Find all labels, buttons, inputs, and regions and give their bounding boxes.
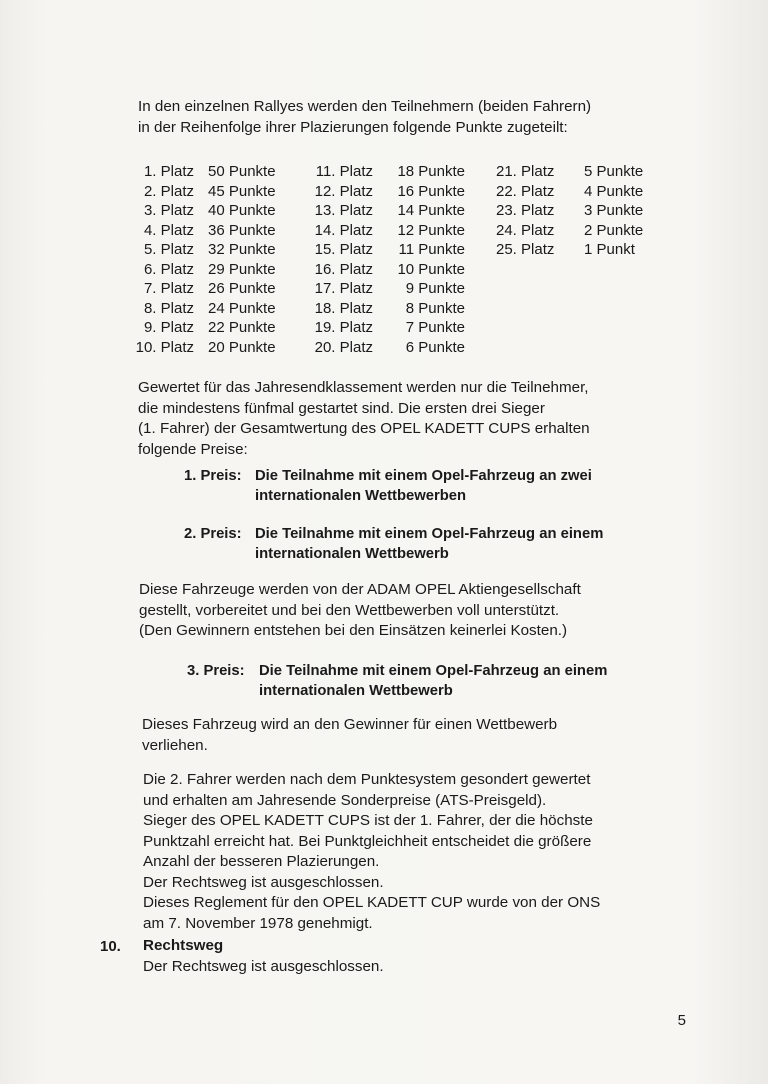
points-value: 3 Punkte xyxy=(584,202,644,219)
text-line: Dieses Fahrzeug wird an den Gewinner für einen Wettbewerb xyxy=(142,716,558,733)
place-label: 19. Platz xyxy=(314,319,373,336)
prize-2 xyxy=(184,524,654,564)
text-line: Die Teilnahme mit einem Opel-Fahrzeug an zwei xyxy=(255,468,592,484)
points-value: 45 Punkte xyxy=(208,182,276,200)
place-label: 3. Platz xyxy=(143,202,194,219)
text-line: internationalen Wettbewerb xyxy=(255,546,449,562)
place-label: 17. Platz xyxy=(314,280,373,297)
second-drivers-paragraph xyxy=(143,770,600,934)
text-line: In den einzelnen Rallyes werden den Teilnehmern (beiden Fahrern) xyxy=(138,98,592,115)
place-label: 13. Platz xyxy=(314,202,373,219)
text-line: Der Rechtsweg ist ausgeschlossen. xyxy=(143,873,384,891)
text-line: Anzahl der besseren Plazierungen. xyxy=(143,853,380,870)
points-value: 16 Punkte xyxy=(397,182,465,200)
text-line: verliehen. xyxy=(142,736,208,754)
intro-paragraph xyxy=(138,97,591,138)
text-line: (Den Gewinnern entstehen bei den Einsätzen keinerlei Kosten.) xyxy=(139,622,568,639)
prize-label: 2. Preis: xyxy=(184,526,242,542)
points-value: 20 Punkte xyxy=(208,338,276,356)
text-line: Dieses Reglement für den OPEL KADETT CUP wurde von der ONS xyxy=(143,894,601,911)
place-label: 4. Platz xyxy=(143,221,194,239)
place-label: 7. Platz xyxy=(143,280,194,297)
text-line: internationalen Wettbewerben xyxy=(255,488,467,504)
year-end-paragraph xyxy=(138,378,590,460)
place-label: 1. Platz xyxy=(143,163,194,180)
text-line: Punktzahl erreicht hat. Bei Punktgleichheit entscheidet die größere xyxy=(143,832,592,850)
points-value: 6 Punkte xyxy=(405,338,465,356)
points-value: 29 Punkte xyxy=(208,260,276,278)
text-line: die mindestens fünfmal gestartet sind. Die ersten drei Sieger xyxy=(138,399,545,417)
place-label: 9. Platz xyxy=(143,319,194,336)
text-line: am 7. November 1978 genehmigt. xyxy=(143,914,373,932)
points-value: 10 Punkte xyxy=(397,260,465,278)
text-line: (1. Fahrer) der Gesamtwertung des OPEL KADETT CUPS erhalten xyxy=(138,420,590,437)
place-label: 5. Platz xyxy=(143,241,194,258)
section-title: Rechtsweg xyxy=(143,937,224,954)
points-value: 12 Punkte xyxy=(397,221,465,239)
place-label: 11. Platz xyxy=(315,163,373,180)
place-label: 16. Platz xyxy=(314,260,373,278)
points-value: 26 Punkte xyxy=(208,280,276,297)
section-text: Der Rechtsweg ist ausgeschlossen. xyxy=(143,958,384,975)
points-value: 18 Punkte xyxy=(397,163,465,180)
place-label: 24. Platz xyxy=(496,221,555,239)
text-line: Die Teilnahme mit einem Opel-Fahrzeug an einem xyxy=(259,663,608,679)
text-line: Die 2. Fahrer werden nach dem Punktesystem gesondert gewertet xyxy=(143,771,591,788)
page-number: 5 xyxy=(677,1012,686,1029)
vehicles-paragraph xyxy=(139,580,581,642)
points-value: 2 Punkte xyxy=(584,221,644,239)
section-number: 10. xyxy=(100,938,121,955)
points-col1-places xyxy=(132,162,194,357)
place-label: 10. Platz xyxy=(135,338,194,356)
prize-label: 3. Preis: xyxy=(187,663,245,679)
points-value: 40 Punkte xyxy=(208,202,276,219)
points-value: 1 Punkt xyxy=(584,241,635,258)
text-line: Gewertet für das Jahresendklassement werden nur die Teilnehmer, xyxy=(138,379,589,396)
points-value: 50 Punkte xyxy=(208,163,276,180)
prize-3 xyxy=(187,661,657,701)
points-value: 9 Punkte xyxy=(405,280,465,297)
place-label: 12. Platz xyxy=(314,182,373,200)
points-col3-points xyxy=(584,162,643,260)
points-value: 14 Punkte xyxy=(397,202,465,219)
prize-1 xyxy=(184,466,654,506)
place-label: 25. Platz xyxy=(496,241,555,258)
points-value: 36 Punkte xyxy=(208,221,276,239)
vehicle-lent-paragraph xyxy=(142,715,557,756)
text-line: und erhalten am Jahresende Sonderpreise (ATS-Preisgeld). xyxy=(143,791,547,809)
text-line: folgende Preise: xyxy=(138,440,248,458)
text-line: Diese Fahrzeuge werden von der ADAM OPEL Aktiengesellschaft xyxy=(139,581,581,598)
place-label: 22. Platz xyxy=(496,182,555,200)
prize-text xyxy=(259,661,607,701)
place-label: 14. Platz xyxy=(314,221,373,239)
place-label: 23. Platz xyxy=(496,202,555,219)
points-value: 24 Punkte xyxy=(208,299,276,317)
points-value: 22 Punkte xyxy=(208,319,276,336)
place-label: 6. Platz xyxy=(143,260,194,278)
text-line: Sieger des OPEL KADETT CUPS ist der 1. Fahrer, der die höchste xyxy=(143,812,593,829)
points-value: 8 Punkte xyxy=(405,299,465,317)
points-col1-points xyxy=(208,162,276,357)
points-col3-places xyxy=(496,162,554,260)
place-label: 2. Platz xyxy=(143,182,194,200)
points-col2-places xyxy=(300,162,373,357)
place-label: 15. Platz xyxy=(314,241,373,258)
place-label: 21. Platz xyxy=(496,163,555,180)
prize-text xyxy=(255,524,603,564)
points-value: 5 Punkte xyxy=(584,163,644,180)
place-label: 8. Platz xyxy=(143,299,194,317)
points-value: 11 Punkte xyxy=(398,241,465,258)
text-line: gestellt, vorbereitet und bei den Wettbewerben voll unterstützt. xyxy=(139,601,560,619)
points-value: 4 Punkte xyxy=(584,182,644,200)
points-value: 7 Punkte xyxy=(405,319,465,336)
text-line: in der Reihenfolge ihrer Plazierungen folgende Punkte zugeteilt: xyxy=(138,118,568,136)
text-line: Die Teilnahme mit einem Opel-Fahrzeug an einem xyxy=(255,526,604,542)
text-line: internationalen Wettbewerb xyxy=(259,683,453,699)
points-col2-points xyxy=(385,162,465,357)
place-label: 18. Platz xyxy=(314,299,373,317)
points-value: 32 Punkte xyxy=(208,241,276,258)
place-label: 20. Platz xyxy=(314,338,373,356)
prize-text xyxy=(255,466,592,506)
prize-label: 1. Preis: xyxy=(184,468,242,484)
